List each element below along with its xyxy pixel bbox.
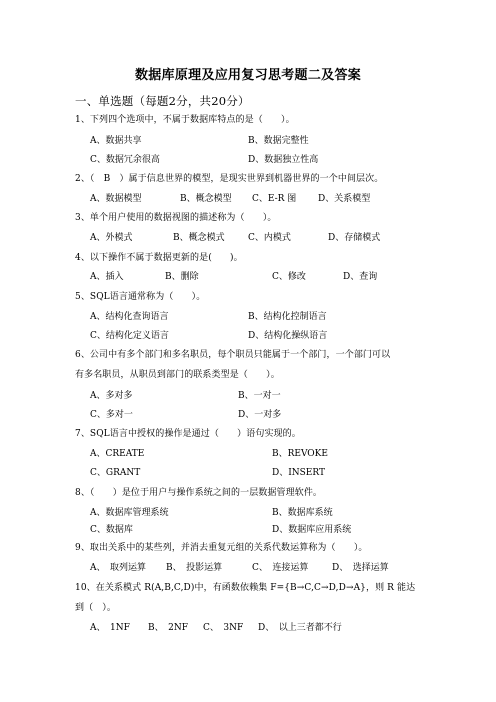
question-4-option-a: A、插入 (90, 272, 124, 282)
question-2-option-c: C、E-R 图 (252, 194, 297, 204)
question-10-option-d: D、 以上三者都不行 (258, 623, 342, 633)
question-3-option-d: D、存储模式 (328, 233, 381, 243)
question-5-option-a: A、结构化查询语言 (90, 312, 169, 322)
question-10-option-c: C、 3NF (203, 623, 244, 633)
question-9-option-c: C、 连接运算 (252, 563, 309, 573)
question-8: 8、（ ）是位于用户与操作系统之间的一层数据管理软件。 (75, 488, 323, 498)
question-5-option-d: D、结构化操纵语言 (248, 331, 328, 341)
question-7-option-c: C、GRANT (90, 468, 141, 478)
question-1: 1、下列四个选项中，不属于数据库特点的是（ ）。 (75, 115, 295, 125)
question-6-line-1: 6、公司中有多个部门和多名职员，每个职员只能属于一个部门，一个部门可以 (75, 350, 391, 360)
question-4-option-c: C、修改 (272, 272, 306, 282)
section-heading: 一、单选题（每题2分，共20分） (75, 94, 250, 108)
question-6-option-a: A、多对多 (90, 391, 133, 401)
question-5-option-b: B、结构化控制语言 (248, 312, 327, 322)
question-2-option-b: B、概念模型 (180, 194, 232, 204)
question-1-option-b: B、数据完整性 (248, 136, 309, 146)
question-9-option-b: B、 投影运算 (166, 563, 223, 573)
question-6-option-c: C、多对一 (90, 410, 133, 420)
question-9-option-a: A、 取列运算 (90, 563, 146, 573)
question-7-option-b: B、REVOKE (272, 449, 328, 459)
question-8-option-c: C、数据库 (90, 525, 133, 535)
question-4: 4、以下操作不属于数据更新的是( )。 (75, 253, 243, 263)
question-3-option-a: A、外模式 (90, 233, 133, 243)
question-1-option-a: A、数据共享 (90, 136, 142, 146)
question-2-option-a: A、数据模型 (90, 194, 142, 204)
question-10-option-b: B、 2NF (148, 623, 188, 633)
question-6-option-d: D、一对多 (238, 410, 282, 420)
question-7: 7、SQL语言中授权的操作是通过（ ）语句实现的。 (75, 429, 301, 439)
question-8-option-d: D、数据库应用系统 (272, 525, 352, 535)
question-6-option-b: B、一对一 (238, 391, 281, 401)
question-3: 3、单个用户使用的数据视图的描述称为（ ）。 (75, 213, 277, 223)
question-7-option-a: A、CREATE (90, 449, 145, 459)
question-2: 2、（ B ）属于信息世界的模型，是现实世界到机器世界的一个中间层次。 (75, 174, 384, 184)
question-10-line-2: 到（ ）。 (75, 603, 117, 613)
question-8-option-b: B、数据库系统 (272, 508, 333, 518)
question-9: 9、取出关系中的某些列，并消去重复元组的关系代数运算称为（ ）。 (75, 543, 368, 553)
question-3-option-b: B、概念模式 (173, 233, 225, 243)
question-10-line-1: 10、在关系模式 R(A,B,C,D)中，有函数依赖集 F={B→C,C→D,D→A}，则 R 能达 (75, 583, 416, 593)
question-4-option-b: B、删除 (165, 272, 199, 282)
question-9-option-d: D、 选择运算 (332, 563, 389, 573)
page-title: 数据库原理及应用复习思考题二及答案 (134, 68, 362, 83)
question-2-option-d: D、关系模型 (318, 194, 371, 204)
question-1-option-c: C、数据冗余很高 (90, 155, 160, 165)
question-5: 5、SQL语言通常称为（ ）。 (75, 292, 206, 302)
question-5-option-c: C、结构化定义语言 (90, 331, 169, 341)
question-4-option-d: D、查询 (343, 272, 378, 282)
question-10-option-a: A、 1NF (90, 623, 130, 633)
question-8-option-a: A、数据库管理系统 (90, 508, 169, 518)
question-1-option-d: D、数据独立性高 (248, 155, 319, 165)
question-6-line-2: 有多名职员，从职员到部门的联系类型是（ ）。 (75, 370, 280, 380)
question-7-option-d: D、INSERT (272, 468, 326, 478)
question-3-option-c: C、内模式 (248, 233, 291, 243)
